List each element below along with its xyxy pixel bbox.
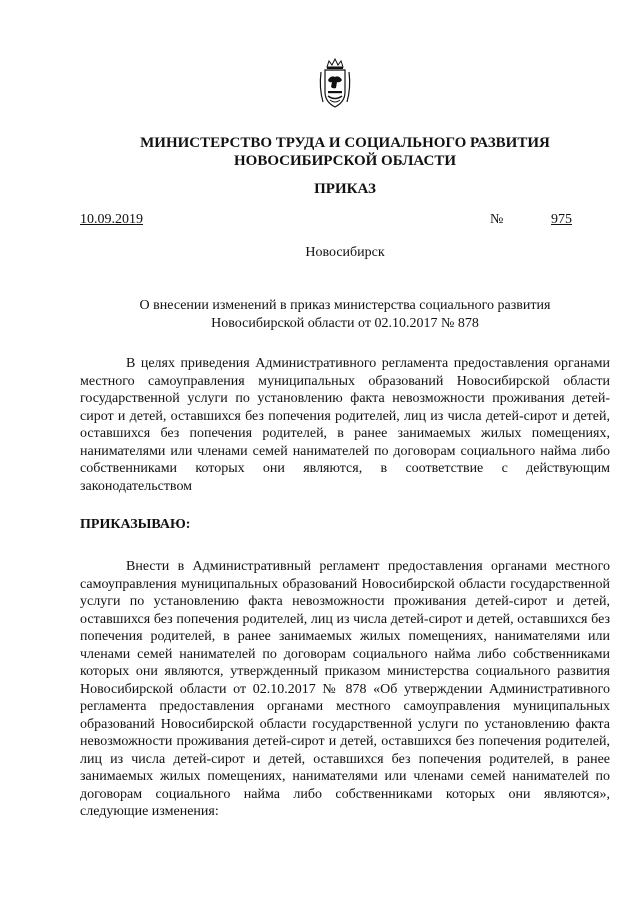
order-keyword: ПРИКАЗЫВАЮ: (80, 517, 191, 532)
ministry-name-line1: МИНИСТЕРСТВО ТРУДА И СОЦИАЛЬНОГО РАЗВИТИЯ (140, 135, 550, 151)
order-subject-line2: Новосибирской области от 02.10.2017 № 878 (211, 315, 479, 331)
coat-of-arms-icon (318, 58, 352, 110)
city: Новосибирск (305, 245, 385, 260)
order-subject (80, 297, 610, 332)
ministry-name-line2: НОВОСИБИРСКОЙ ОБЛАСТИ (233, 153, 457, 169)
preamble-paragraph: В целях приведения Административного регламента предоставления органами местного самоуправления муниципальных образований Новосибирской области государственной услуги по установлению факта невозможности проживания детей-сирот и детей, оставшихся без попечения родителей, лиц из числа детей-сирот и детей, оставшихся без попечения родителей, в ранее занимаемых жилых помещениях, нанимателями или членами семей нанимателей по договорам социального найма либо собственниками которых они являются, в соответствие с действующим законодательством (80, 356, 610, 494)
order-subject-line1: О внесении изменений в приказ министерства социального развития (139, 298, 551, 313)
document-type: ПРИКАЗ (314, 181, 376, 197)
order-item-paragraph: Внести в Административный регламент предоставления органами местного самоуправления муниципальных образований Новосибирской области государственной услуги по установлению факта невозможности проживания детей-сирот и детей, оставшихся без попечения родителей, лиц из числа детей-сирот и детей, оставшихся без попечения родителей, в ранее занимаемых жилых помещениях, нанимателями или членами семей нанимателей по договорам социального найма либо собственниками которых они являются, утвержденный приказом министерства социального развития Новосибирской области от 02.10.2017 № 878 «Об утверждении Административного регламента предоставления органами местного самоуправления муниципальных образований Новосибирской области государственной услуги по установлению факта невозможности проживания детей-сирот и детей, оставшихся без попечения родителей, лиц из числа детей-сирот и детей, оставшихся без попечения родителей, в ранее занимаемых жилых помещениях, нанимателями или членами семей нанимателей по договорам социального найма либо собственниками которых они являются», следующие изменения: (80, 559, 610, 819)
number-sign: № (490, 212, 504, 227)
ministry-name (60, 134, 630, 170)
order-date: 10.09.2019 (80, 212, 143, 227)
order-number: 975 (551, 212, 572, 227)
